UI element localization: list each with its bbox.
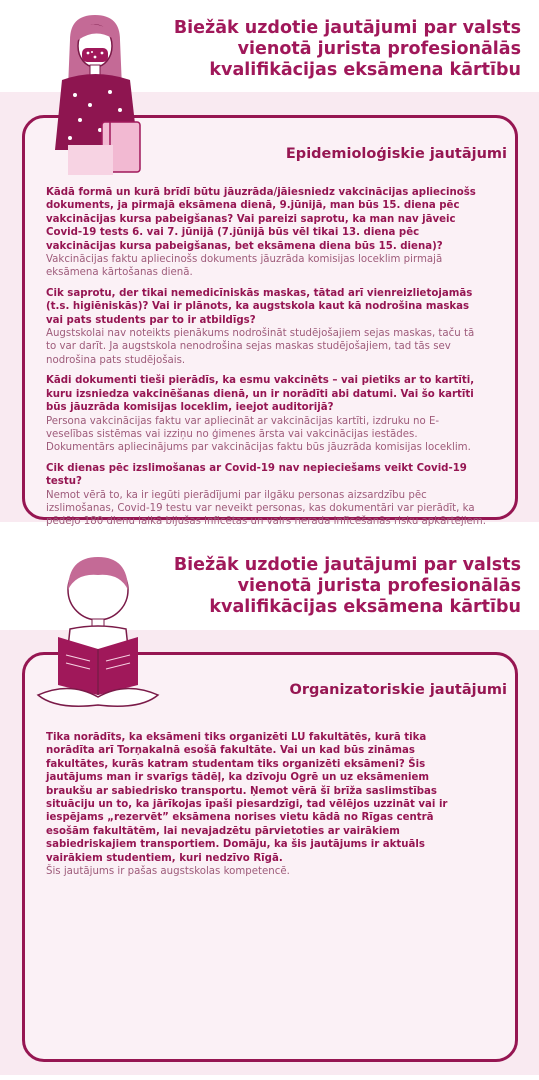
- faq-question: Cik dienas pēc izslimošanas ar Covid-19 nav nepieciešams veikt Covid-19 testu?: [46, 462, 467, 488]
- faq-answer: Šis jautājums ir pašas augstskolas kompetencē.: [46, 866, 290, 878]
- woman-with-mask-illustration: [40, 10, 150, 175]
- person-reading-book-illustration: [30, 545, 160, 715]
- faq-question: Kādi dokumenti tieši pierādīs, ka esmu vakcinēts – vai pietiks ar to kartīti, kuru izsniedza vakcinēšanas dienā, un ir norādīti abi datumi. Vai šo kartīti būs jāuzrāda komisijas loceklim, ieejot auditorijā?: [46, 375, 475, 414]
- faq-answer: Vakcinācijas faktu apliecinošs dokuments jāuzrāda komisijas loceklim pirmajā eksāmena kārtošanas dienā.: [46, 254, 443, 279]
- faq-answer: Nemot vērā to, ka ir iegūti pierādījumi par ilgāku personas aizsardzību pēc izslimošanas, Covid-19 testu var neveikt personas, kas dokumentāri var pierādīt, ka pēdējo 180 dienu laikā bijušas inficētas un vairs nerada inficēšanās risku apkārtējiem.: [46, 489, 486, 528]
- faq-section-organizational: [0, 540, 539, 1080]
- page-title: Biežāk uzdotie jautājumi par valsts vienotā jurista profesionālās kvalifikācijas eksāmena kārtību: [173, 555, 521, 617]
- page-title: Biežāk uzdotie jautājumi par valsts vienotā jurista profesionālās kvalifikācijas eksāmena kārtību: [173, 18, 521, 80]
- faq-list: [46, 186, 486, 536]
- faq-question: Kādā formā un kurā brīdī būtu jāuzrāda/jāiesniedz vakcinācijas apliecinošs dokuments, ja pirmajā eksāmena dienā, 9.jūnijā, man būs 15. diena pēc vakcinācijas kursa pabeigšanas? Vai pareizi saprotu, ka man nav jāveic Covid-19 tests 6. vai 7. jūnijā (7.jūnijā būs vēl tikai 13. diena pēc vakcinācijas kursa pabeigšanas, bet eksāmena diena būs 15. diena)?: [46, 187, 476, 252]
- faq-list: [46, 731, 478, 885]
- card-title: Epidemioloģiskie jautājumi: [285, 146, 507, 162]
- faq-answer: Augstskolai nav noteikts pienākums nodrošināt studējošajiem sejas maskas, taču tā to var darīt. Ja augstskola nenodrošina sejas maskas studējošajiem, tad tās sev nodrošina pats studējošais.: [46, 328, 475, 366]
- faq-answer: Persona vakcinācijas faktu var apliecināt ar vakcinācijas kartīti, izdruku no E-veselības sistēmas vai izziņu no ģimenes ārsta vai vakcinācijas iestādes. Dokumentārs apliecinājums par vakcinācijas faktu būs jāuzrāda komisijas loceklim.: [46, 415, 471, 454]
- faq-question: Tika norādīts, ka eksāmeni tiks organizēti LU fakultātēs, kurā tika norādīta arī Torņakalnā esošā fakultāte. Vai un kad būs zināmas fakultātes, kurās katram studentam tiks organizēti eksāmeni? Šis jautājums man ir svarīgs tādēļ, ka dzīvoju Ogrē un uz eksāmeniem braukšu ar sabiedrisko transportu. Ņemot vērā šī brīža saslimstības situāciju un to, ka jārīkojas īpaši piesardzīgi, tad vēlējos uzzināt vai ir iespējams „rezervēt” eksāmena norises vietu kādā no Rīgas centrā esošām fakultātēm, lai nevajadzētu pārvietoties ar vairākiem sabiedriskajiem transportiem. Domāju, ka šis jautājums ir aktuāls vairākiem studentiem, kuri nedzīvo Rīgā.: [46, 732, 448, 864]
- card-title: Organizatoriskie jautājumi: [289, 682, 507, 698]
- faq-question: Cik saprotu, der tikai nemedicīniskās maskas, tātad arī vienreizlietojamās (t.s. higiēniskās)? Vai ir plānots, ka augstskola kaut kā nodrošina maskas vai pats students par to ir atbildīgs?: [46, 287, 473, 326]
